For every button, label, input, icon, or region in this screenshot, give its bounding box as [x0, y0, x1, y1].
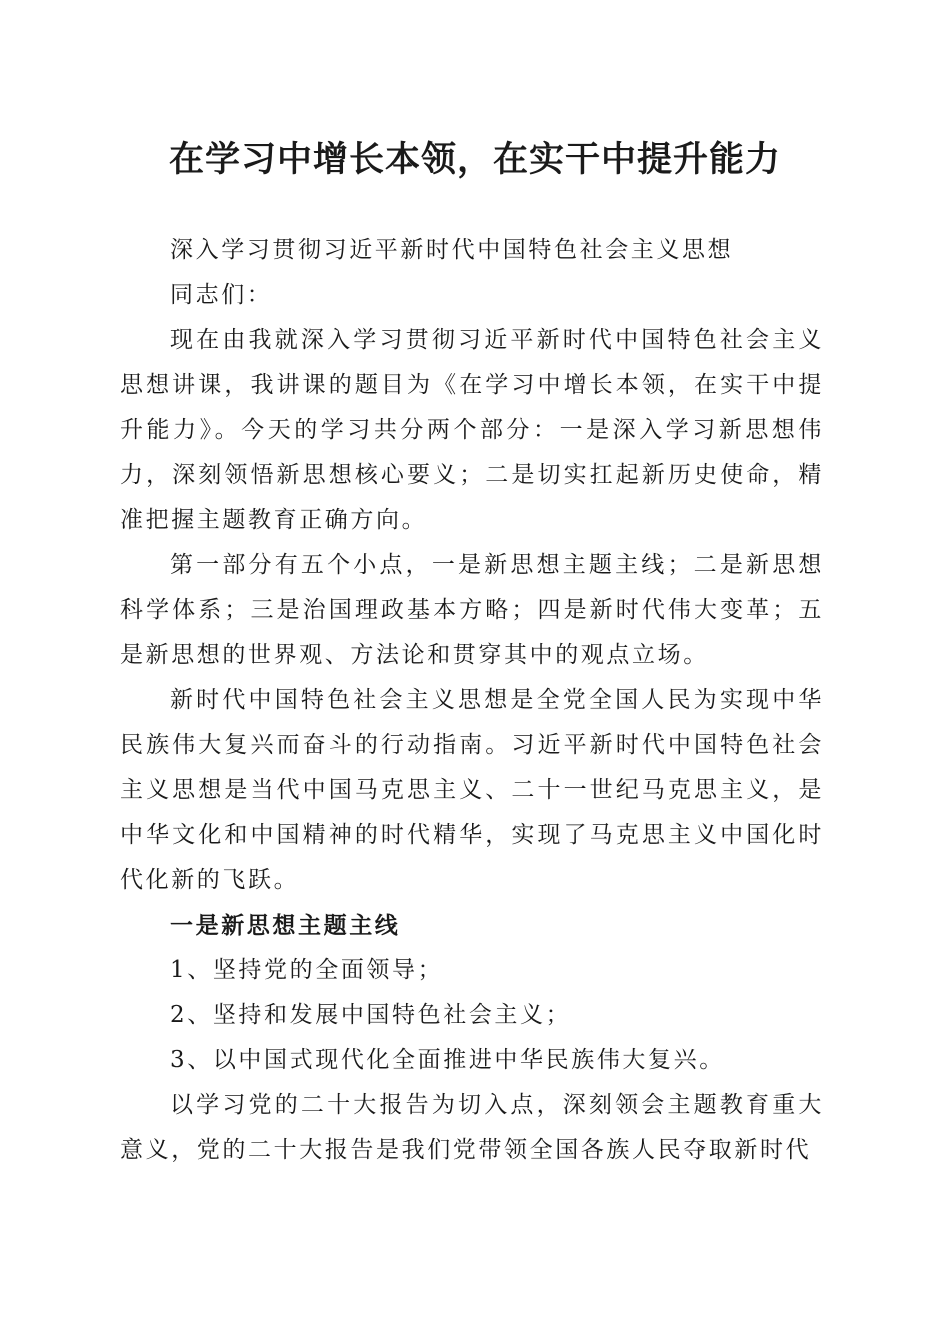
intro-paragraph: 现在由我就深入学习贯彻习近平新时代中国特色社会主义思想讲课，我讲课的题目为《在学习中增长本领，在实干中提升能力》。今天的学习共分两个部分：一是深入学习新思想伟力，深刻领悟新思想核心要义；二是切实扛起新历史使命，精准把握主题教育正确方向。	[120, 327, 824, 533]
subtitle-paragraph: 深入学习贯彻习近平新时代中国特色社会主义思想	[170, 237, 734, 263]
document-title: 在学习中增长本领，在实干中提升能力	[168, 139, 781, 180]
document-body	[120, 228, 824, 1173]
report-paragraph: 以学习党的二十大报告为切入点，深刻领会主题教育重大意义，党的二十大报告是我们党带领全国各族人民夺取新时代	[120, 1092, 824, 1163]
thought-summary-paragraph: 新时代中国特色社会主义思想是全党全国人民为实现中华民族伟大复兴而奋斗的行动指南。习近平新时代中国特色社会主义思想是当代中国马克思主义、二十一世纪马克思主义，是中华文化和中国精神的时代精华，实现了马克思主义中国化时代化新的飞跃。	[120, 687, 824, 893]
list-item-1: 1、坚持党的全面领导；	[170, 957, 444, 983]
salutation-paragraph: 同志们：	[170, 282, 273, 308]
list-item-3: 3、以中国式现代化全面推进中华民族伟大复兴。	[170, 1047, 725, 1073]
section-heading: 一是新思想主题主线	[170, 912, 401, 939]
part-one-overview-paragraph: 第一部分有五个小点，一是新思想主题主线；二是新思想科学体系；三是治国理政基本方略；四是新时代伟大变革；五是新思想的世界观、方法论和贯穿其中的观点立场。	[120, 552, 824, 668]
list-item-2: 2、坚持和发展中国特色社会主义；	[170, 1002, 572, 1028]
